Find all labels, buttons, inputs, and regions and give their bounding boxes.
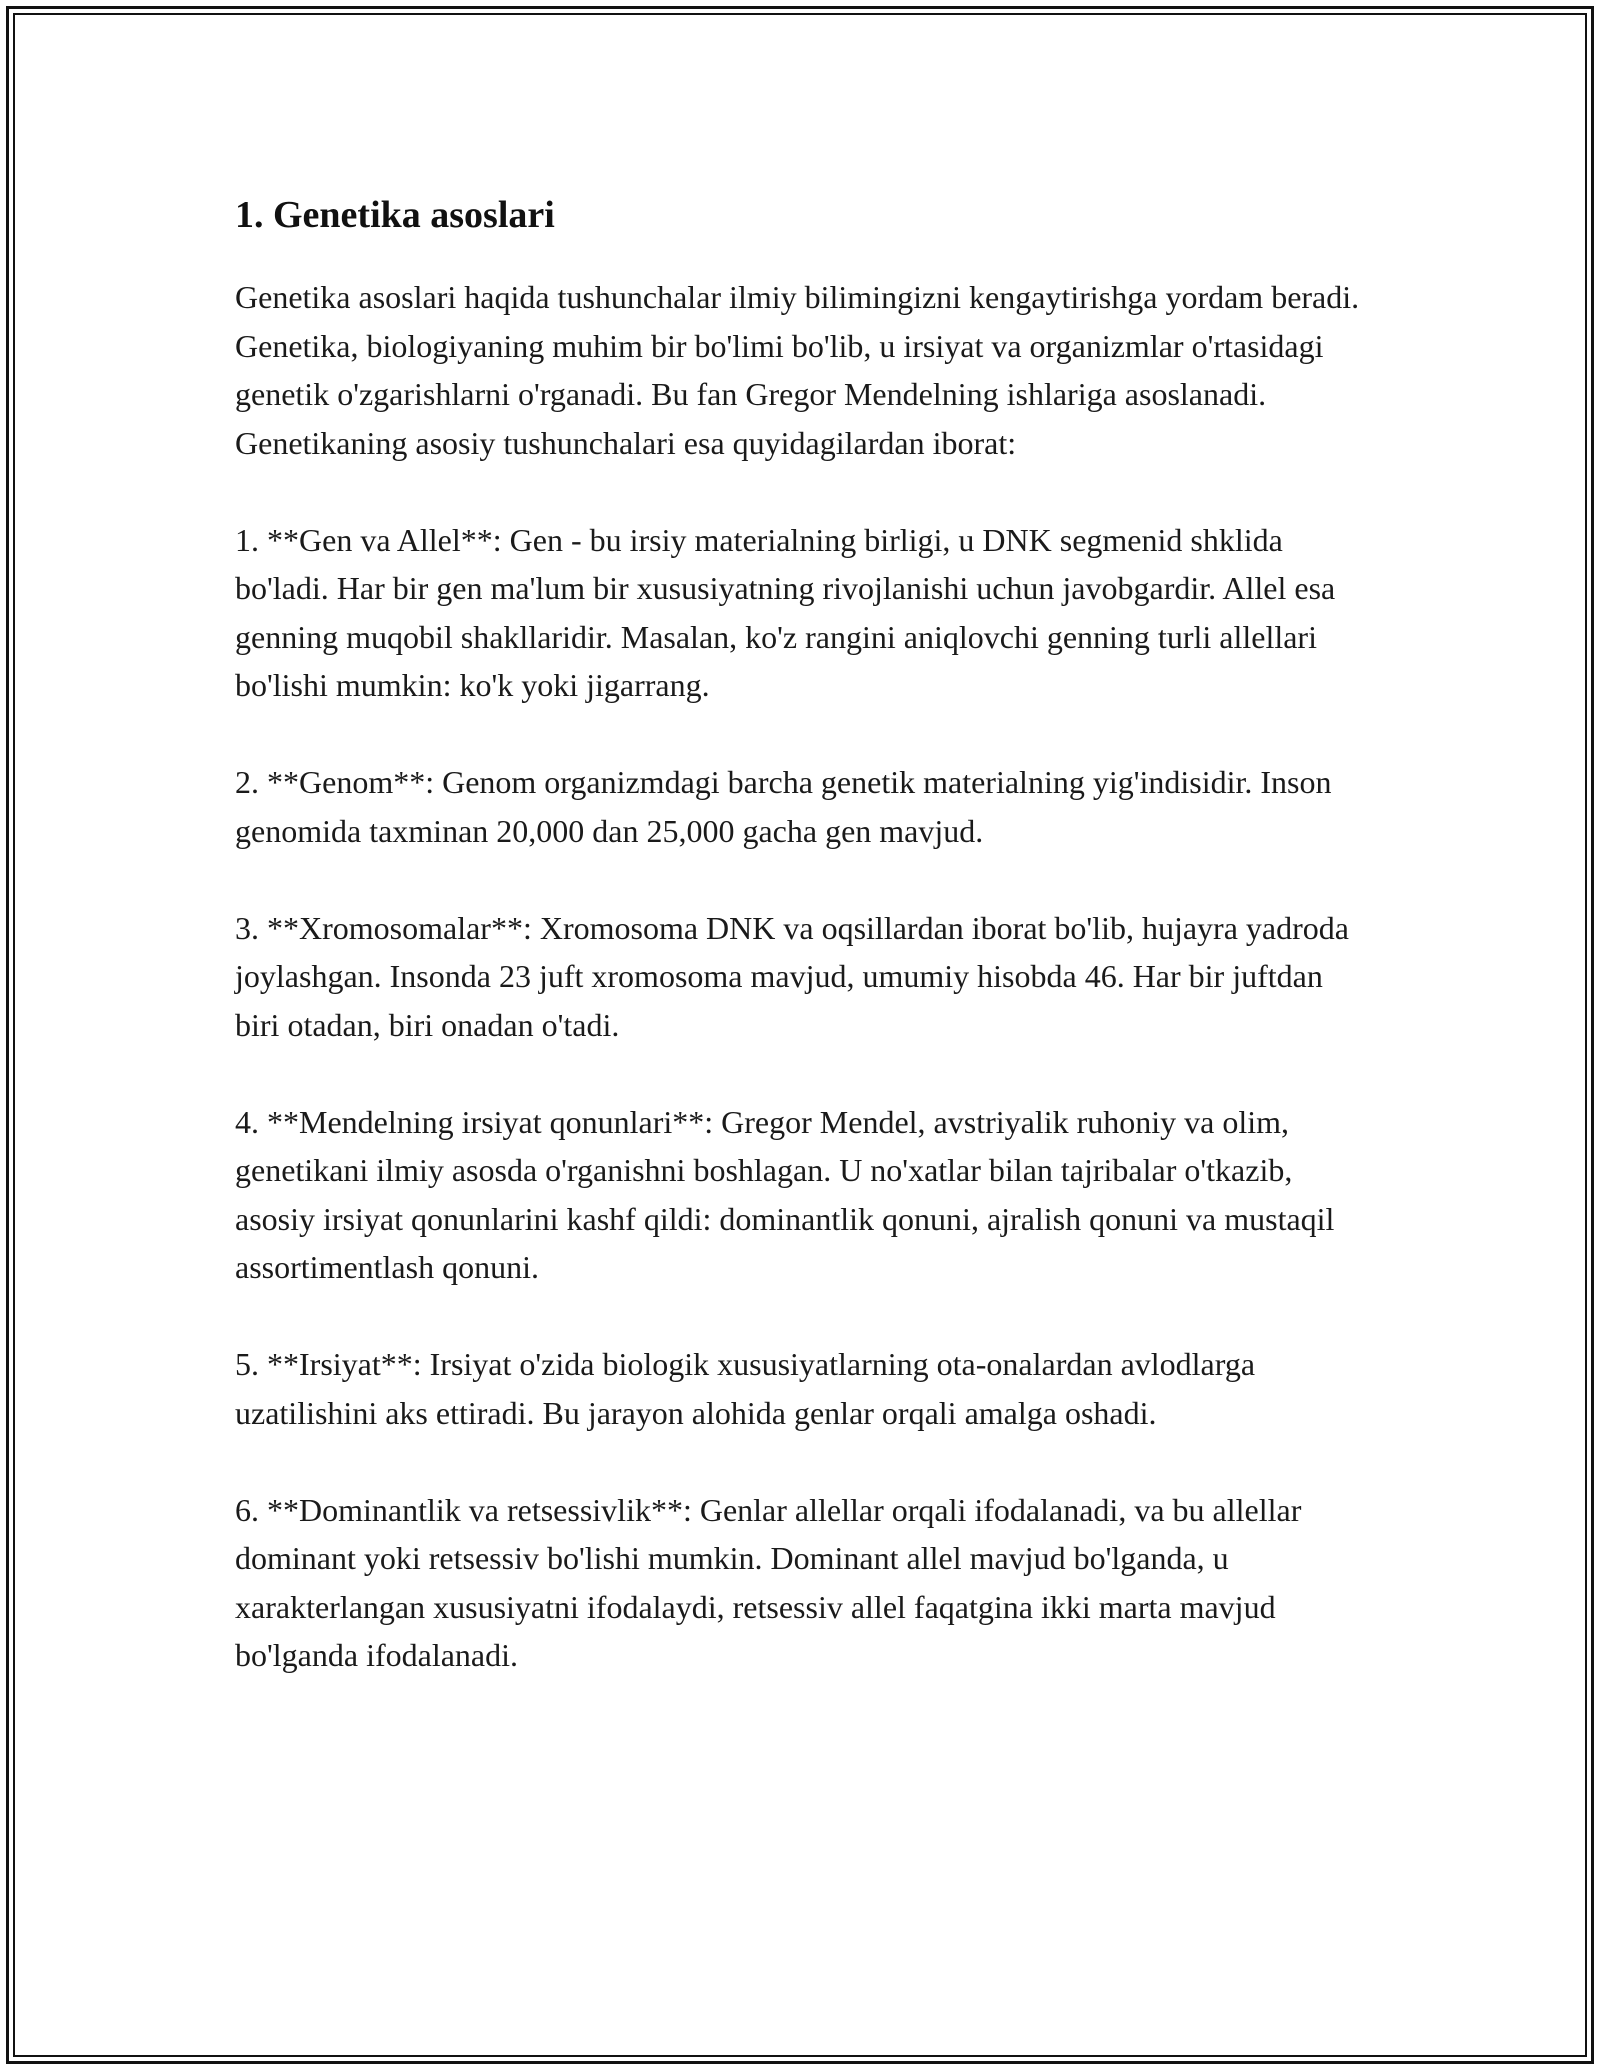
paragraph-gap <box>235 710 1365 759</box>
list-item-dominantlik: 6. **Dominantlik va retsessivlik**: Genlar allellar orqali ifodalanadi, va bu allellar dominant yoki retsessiv bo'lishi mumkin. Dominant allel mavjud bo'lganda, u xarakterlangan xususiyatni ifodalaydi, retsessiv allel faqatgina ikki marta mavjud bo'lganda ifodalanadi. <box>235 1491 1302 1673</box>
list-item-gen-va-allel: 1. **Gen va Allel**: Gen - bu irsiy materialning birligi, u DNK segmenid shklida bo'ladi. Har bir gen ma'lum bir xususiyatning rivojlanishi uchun javobgardir. Allel esa genning muqobil shakllaridir. Masalan, ko'z rangini aniqlovchi genning turli allellari bo'lishi mumkin: ko'k yoki jigarrang. <box>235 521 1336 703</box>
section-heading: 1. Genetika asoslari <box>235 194 555 236</box>
list-item-genom: 2. **Genom**: Genom organizmdagi barcha genetik materialning yig'indisidir. Inson genomida taxminan 20,000 dan 25,000 gacha gen mavjud. <box>235 764 1332 849</box>
paragraph-gap <box>235 1049 1365 1098</box>
list-item-mendel-qonunlari: 4. **Mendelning irsiyat qonunlari**: Gregor Mendel, avstriyalik ruhoniy va olim, genetikani ilmiy asosda o'rganishni boshlagan. U no'xatlar bilan tajribalar o'tkazib, asosiy irsiyat qonunlarini kashf qildi: dominantlik qonuni, ajralish qonuni va mustaqil assortimentlash qonuni. <box>235 1103 1335 1285</box>
document-body <box>235 185 1365 1680</box>
paragraph-gap <box>235 1437 1365 1486</box>
paragraph-gap <box>235 855 1365 904</box>
intro-paragraph: Genetika asoslari haqida tushunchalar ilmiy bilimingizni kengaytirishga yordam beradi. Genetika, biologiyaning muhim bir bo'limi bo'lib, u irsiyat va organizmlar o'rtasidagi genetik o'zgarishlarni o'rganadi. Bu fan Gregor Mendelning ishlariga asoslanadi. Genetikaning asosiy tushunchalari esa quyidagilardan iborat: <box>235 279 1360 461</box>
list-item-xromosomalar: 3. **Xromosomalar**: Xromosoma DNK va oqsillardan iborat bo'lib, hujayra yadroda joylashgan. Insonda 23 juft xromosoma mavjud, umumiy hisobda 46. Har bir juftdan biri otadan, biri onadan o'tadi. <box>235 909 1349 1043</box>
paragraph-gap <box>235 467 1365 516</box>
list-item-irsiyat: 5. **Irsiyat**: Irsiyat o'zida biologik xususiyatlarning ota-onalardan avlodlarga uzatilishini aks ettiradi. Bu jarayon alohida genlar orqali amalga oshadi. <box>235 1346 1256 1431</box>
paragraph-gap <box>235 1292 1365 1341</box>
